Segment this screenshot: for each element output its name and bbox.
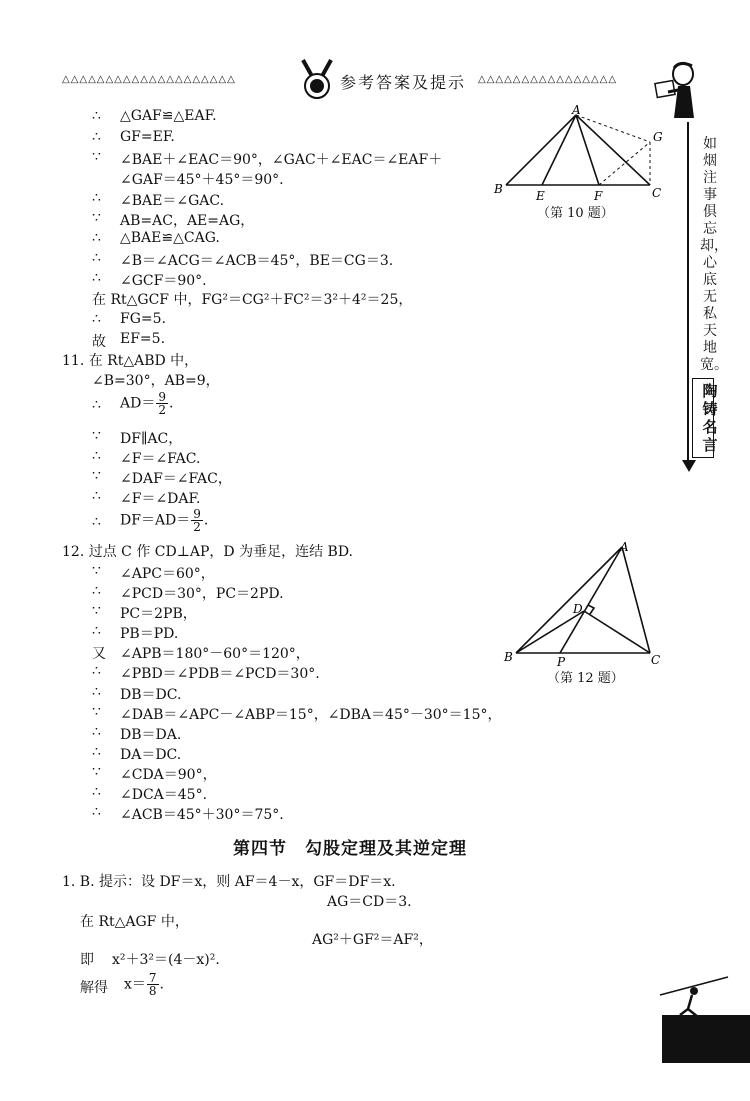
fig10-label-c: C [652, 186, 662, 200]
fraction [156, 391, 168, 416]
line-symbol: 故 [92, 334, 106, 350]
figure-10 [490, 105, 670, 213]
header-triangles-right: △△△△△△△△△△△△△△△△ [478, 74, 618, 85]
line-symbol: ∴ [92, 190, 101, 206]
line-symbol: ∴ [92, 684, 101, 700]
line-symbol: ∴ [92, 230, 101, 246]
line-symbol: ∴ [92, 270, 101, 286]
line-symbol: ∵ [92, 149, 101, 165]
fraction-numerator: 7 [148, 971, 157, 985]
line-text: ∠PBD＝∠PDB＝∠PCD＝30°. [120, 666, 320, 682]
line-symbol: ∵ [92, 704, 101, 720]
line-symbol: ∵ [92, 603, 101, 619]
line-symbol: ∴ [92, 108, 101, 124]
fig12-caption: （第 12 题） [547, 671, 624, 686]
line-text: DF∥AC， [120, 431, 183, 447]
line-symbol: ∴ [92, 804, 101, 820]
line-text: PC＝2PB， [120, 606, 197, 622]
line-symbol: ∴ [92, 623, 101, 639]
fig10-label-b: B [494, 182, 503, 196]
line-text: AG＝CD＝3. [327, 894, 412, 910]
header-triangles-left: △△△△△△△△△△△△△△△△△△△△ [62, 74, 236, 85]
line-symbol: ∴ [92, 488, 101, 504]
header-emblem-icon [297, 58, 337, 104]
line-symbol: ∴ [92, 583, 101, 599]
line-symbol: ∵ [92, 468, 101, 484]
line-symbol: ∵ [92, 210, 101, 226]
line-symbol: ∵ [92, 428, 101, 444]
line-text: . [168, 395, 174, 412]
line-symbol: 又 [92, 646, 106, 662]
line-symbol: ∴ [92, 250, 101, 266]
line-text: EF=5. [120, 331, 166, 347]
line-text: 解得 [80, 980, 108, 996]
line-text: . [159, 976, 164, 993]
line-text: ∠GCF＝90°. [120, 273, 207, 289]
line-text: x＝ [124, 976, 146, 993]
fig10-label-g: G [653, 130, 663, 144]
fig10-label-e: E [536, 189, 545, 203]
line-text: AB=AC，AE=AG， [120, 213, 255, 229]
fig12-label-b: B [504, 650, 513, 664]
line-text: AG²＋GF²＝AF²， [312, 932, 433, 948]
sidebar-label: 陶铸名言 [702, 382, 718, 454]
fig10-caption: （第 10 题） [537, 206, 614, 221]
fraction-denominator: 2 [193, 520, 201, 534]
line-fraction-row [124, 972, 164, 997]
sidebar-arrow-icon [682, 460, 696, 472]
line-text: ∠DAB＝∠APC－∠ABP＝15°，∠DBA＝45°－30°＝15°， [120, 707, 502, 723]
header-title: 参考答案及提示 [340, 73, 467, 92]
fig10-label-a: A [572, 105, 581, 117]
fig12-label-c: C [651, 653, 660, 667]
line-text: ∠APC＝60°， [120, 566, 215, 582]
line-text: 即 [80, 952, 94, 968]
line-text: ∠ACB＝45°＋30°＝75°. [120, 807, 284, 823]
line-text: ∠F＝∠DAF. [120, 491, 201, 507]
line-text: ∠BAE＝∠GAC. [120, 193, 225, 209]
fig10-label-f: F [594, 189, 603, 203]
line-text: DB＝DC. [120, 687, 182, 703]
line-symbol: ∴ [92, 397, 101, 413]
line-text: DF＝AD＝ [120, 512, 191, 529]
line-fraction-row [120, 508, 208, 533]
fraction-numerator: 9 [193, 507, 201, 521]
line-text: 11. 在 Rt△ABD 中， [62, 353, 199, 369]
line-text: 1. B. 提示：设 DF＝x，则 AF＝4－x，GF＝DF＝x. [62, 874, 396, 890]
line-text: 在 Rt△GCF 中，FG²＝CG²＋FC²＝3²＋4²＝25， [92, 292, 413, 308]
line-text: 在 Rt△AGF 中， [80, 914, 189, 930]
line-text: DA＝DC. [120, 747, 182, 763]
runner-icon [658, 975, 750, 1069]
line-text: ∠F＝∠FAC. [120, 451, 201, 467]
line-text: AD＝ [120, 395, 156, 412]
line-symbol: ∴ [92, 448, 101, 464]
fraction-denominator: 8 [148, 984, 157, 998]
line-text: ∠DCA＝45°. [120, 787, 208, 803]
fraction [147, 972, 159, 997]
line-text: ∠DAF＝∠FAC， [120, 471, 232, 487]
line-text: △GAF≌△EAF. [120, 108, 217, 124]
line-symbol: ∴ [92, 744, 101, 760]
fraction [191, 508, 203, 533]
line-text: GF=EF. [120, 129, 175, 145]
figure-12 [500, 535, 660, 670]
fraction-denominator: 2 [158, 403, 166, 417]
line-symbol: ∴ [92, 129, 101, 145]
line-text: x²＋3²＝(4－x)². [112, 952, 220, 968]
fraction-numerator: 9 [158, 390, 166, 404]
line-text: ∠CDA＝90°， [120, 767, 217, 783]
line-text: ∠PCD＝30°，PC＝2PD. [120, 586, 284, 602]
line-text: ∠BAE＋∠EAC＝90°，∠GAC＋∠EAC＝∠EAF＋ [120, 152, 443, 168]
line-symbol: ∴ [92, 784, 101, 800]
sidebar-quote: 如烟注事俱忘却，心底无私天地宽。 [700, 136, 728, 373]
line-text: PB＝PD. [120, 626, 179, 642]
line-text: ∠GAF＝45°＋45°＝90°. [120, 172, 284, 188]
line-symbol: ∴ [92, 663, 101, 679]
fig12-label-a: A [620, 540, 629, 554]
line-symbol: ∴ [92, 514, 101, 530]
line-symbol: ∵ [92, 563, 101, 579]
fig12-label-d: D [573, 602, 583, 616]
line-text: △BAE≌△CAG. [120, 230, 220, 246]
line-symbol: ∴ [92, 724, 101, 740]
fig12-label-p: P [557, 655, 566, 669]
line-text: FG=5. [120, 311, 166, 327]
line-text: ∠B＝∠ACG＝∠ACB＝45°，BE＝CG＝3. [120, 253, 394, 269]
line-text: 12. 过点 C 作 CD⊥AP，D 为垂足，连结 BD. [62, 544, 353, 560]
line-fraction-row [120, 391, 173, 416]
section-title: 第四节 勾股定理及其逆定理 [233, 839, 467, 859]
line-text: ∠APB＝180°－60°＝120°， [120, 646, 310, 662]
sidebar-rule [687, 122, 689, 462]
line-symbol: ∵ [92, 764, 101, 780]
line-symbol: ∴ [92, 311, 101, 327]
line-text: ∠B=30°，AB=9， [92, 373, 220, 389]
line-text: . [203, 512, 209, 529]
line-text: DB＝DA. [120, 727, 182, 743]
